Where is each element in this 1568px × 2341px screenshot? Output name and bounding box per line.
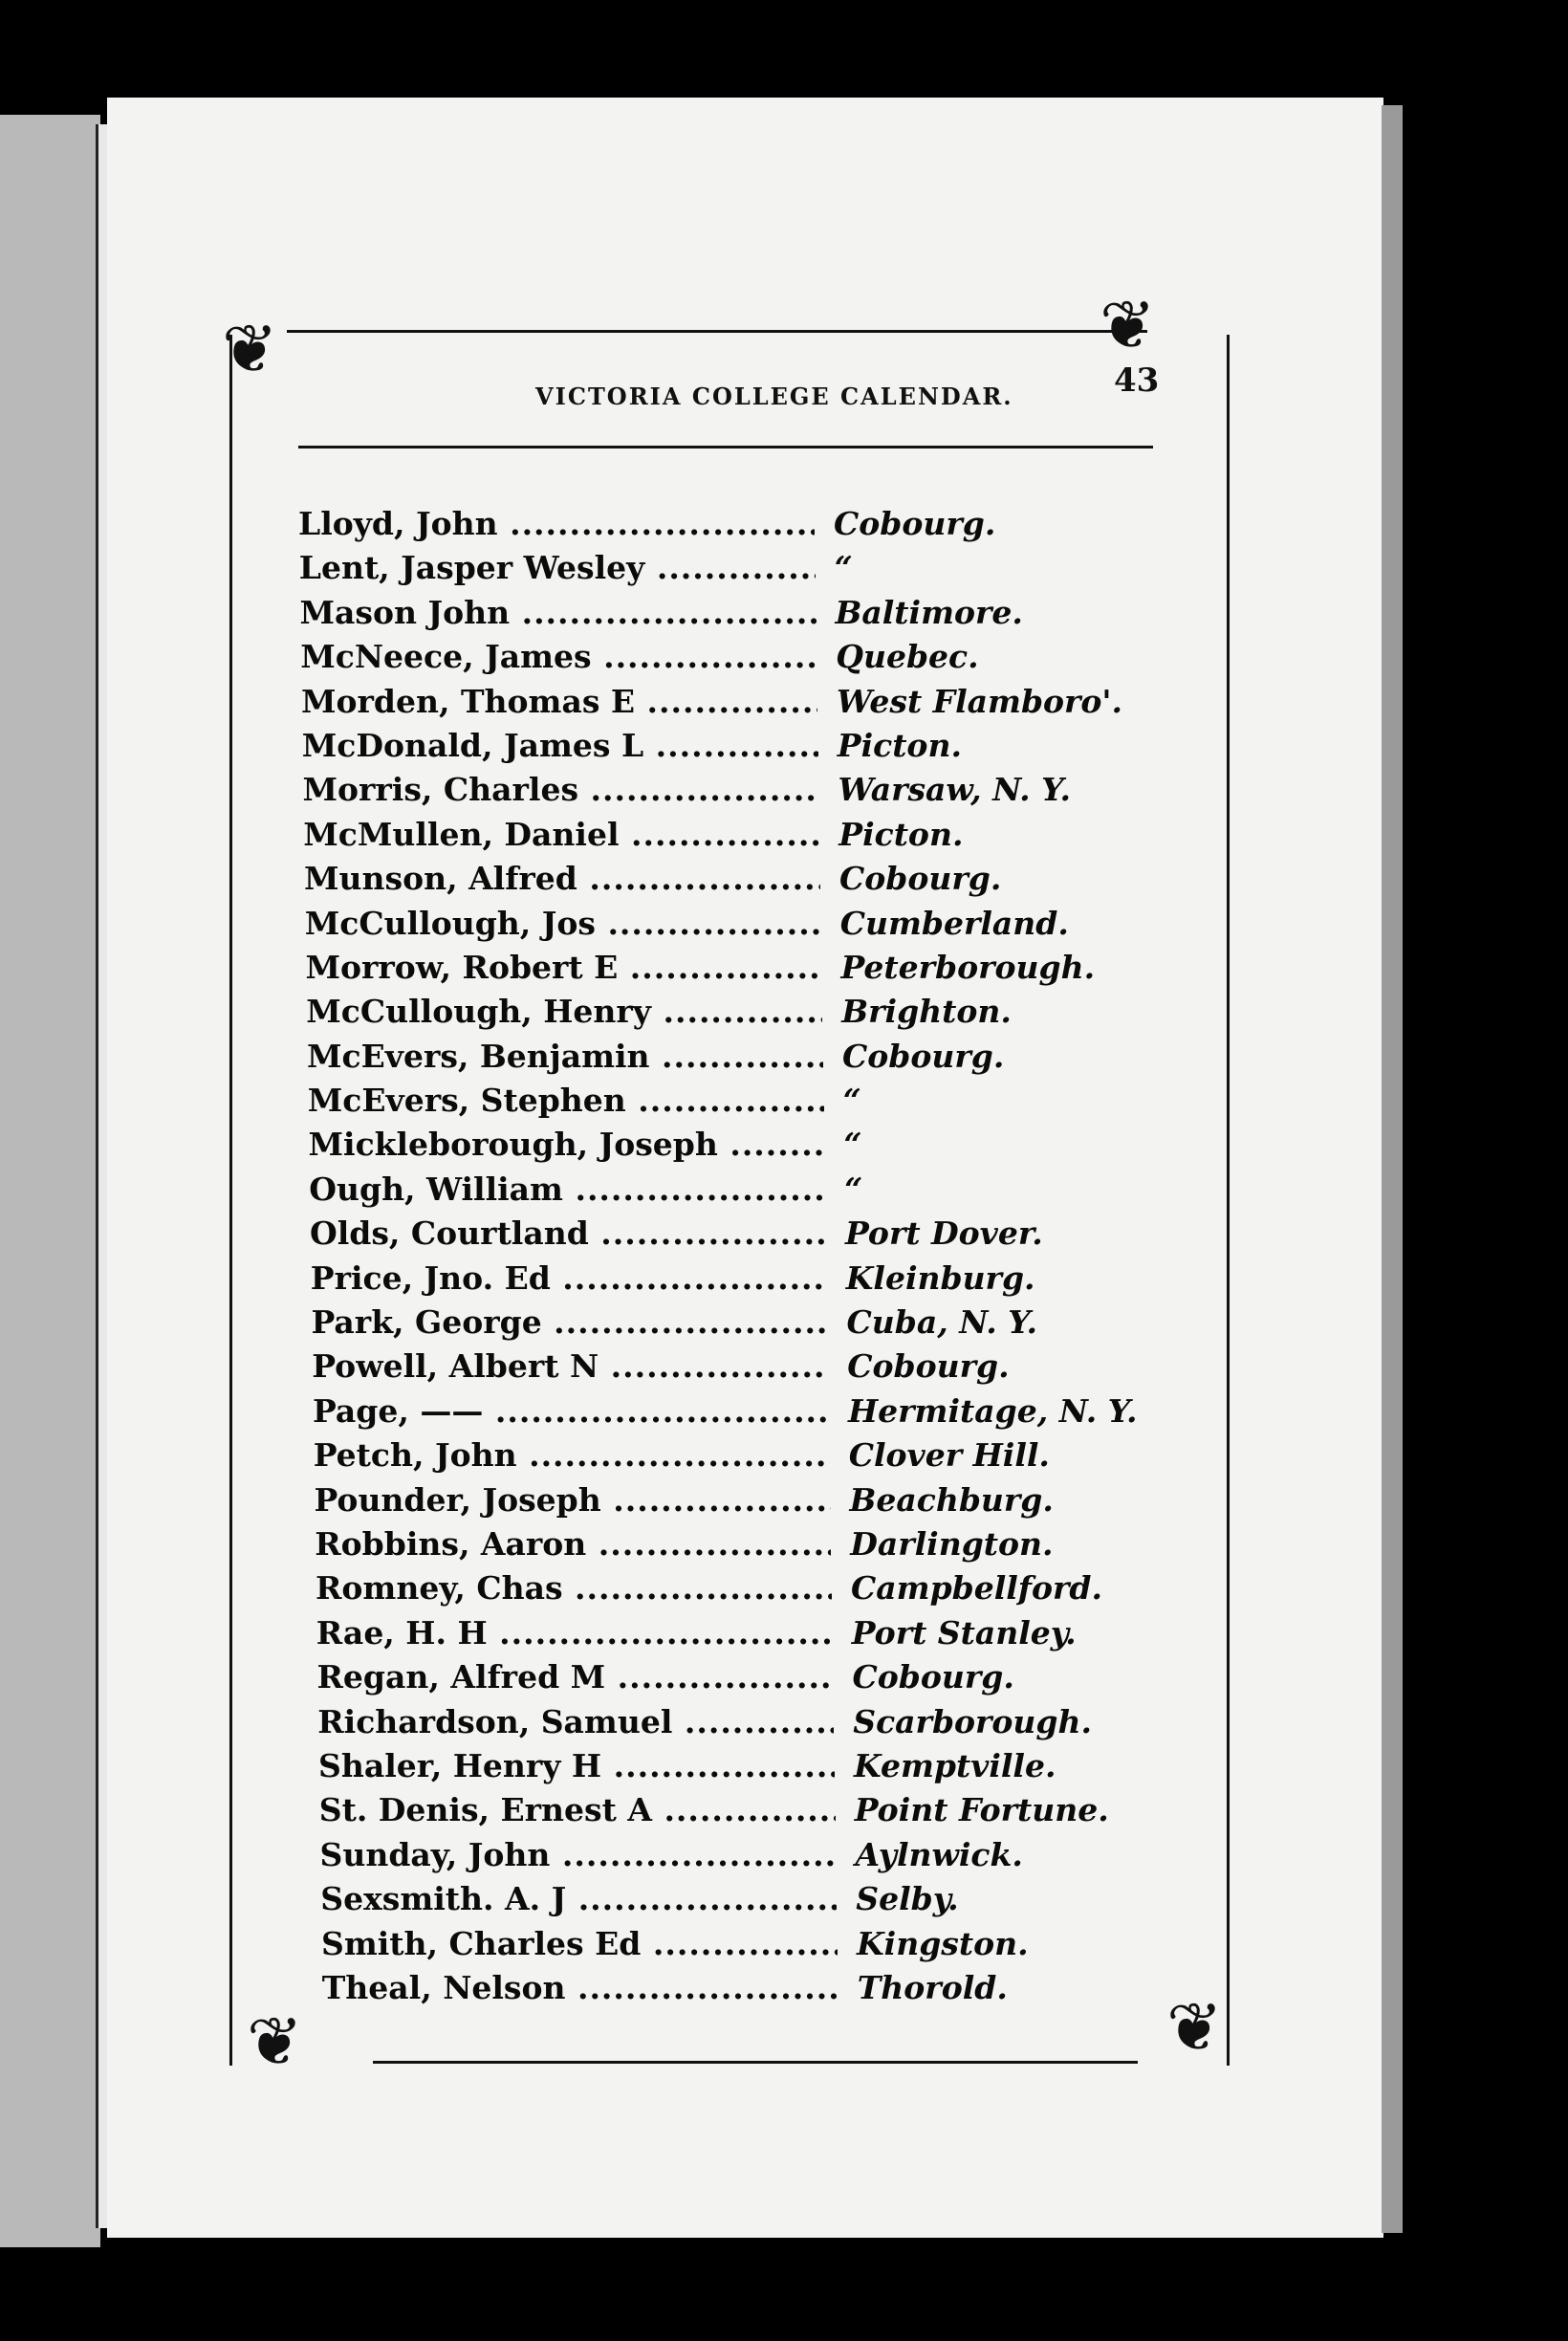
student-name: Morrow, Robert E ..... bbox=[306, 949, 822, 986]
list-item bbox=[311, 1259, 1171, 1303]
list-item bbox=[316, 1569, 1176, 1613]
student-name: Shaler, Henry H ..... bbox=[318, 1747, 835, 1784]
list-item bbox=[315, 1525, 1175, 1569]
student-residence: Darlington. bbox=[850, 1524, 1054, 1563]
student-residence: “ bbox=[834, 549, 853, 587]
list-item bbox=[299, 549, 1160, 593]
list-item bbox=[317, 1658, 1178, 1702]
list-item bbox=[303, 816, 1164, 860]
bottom-left-ornament-icon: ❦ bbox=[247, 2002, 303, 2081]
student-residence: Port Dover. bbox=[845, 1214, 1043, 1253]
student-name: McMullen, Daniel ..... bbox=[303, 816, 819, 853]
student-residence: Picton. bbox=[838, 815, 964, 853]
student-name: Ough, William ..... bbox=[309, 1170, 825, 1208]
student-residence: Brighton. bbox=[841, 993, 1012, 1031]
list-item bbox=[319, 1791, 1180, 1835]
student-name: McCullough, Jos ..... bbox=[305, 905, 821, 942]
student-name: Mickleborough, Joseph ..... bbox=[309, 1126, 825, 1163]
list-item bbox=[303, 771, 1164, 815]
student-name: Munson, Alfred ..... bbox=[304, 860, 820, 897]
student-residence: Cobourg. bbox=[834, 505, 996, 542]
list-item bbox=[309, 1126, 1169, 1170]
list-item bbox=[306, 949, 1166, 993]
student-residence: Kingston. bbox=[857, 1924, 1029, 1962]
student-name: Sunday, John ..... bbox=[320, 1836, 837, 1873]
list-item bbox=[320, 1880, 1181, 1924]
list-item bbox=[305, 905, 1165, 949]
student-name: Smith, Charles Ed ..... bbox=[321, 1925, 838, 1962]
student-residence: “ bbox=[844, 1170, 863, 1208]
student-residence: “ bbox=[843, 1126, 862, 1164]
student-name: McNeece, James ..... bbox=[300, 638, 817, 675]
student-residence: Picton. bbox=[837, 726, 962, 764]
list-item bbox=[309, 1170, 1169, 1214]
bottom-right-ornament-icon: ❦ bbox=[1166, 1988, 1223, 2067]
list-item bbox=[316, 1614, 1177, 1658]
list-item bbox=[313, 1392, 1173, 1436]
student-residence: Quebec. bbox=[836, 638, 979, 676]
student-name: Morris, Charles ..... bbox=[303, 771, 819, 808]
student-name: McEvers, Benjamin ..... bbox=[307, 1038, 823, 1075]
student-residence: Cobourg. bbox=[852, 1658, 1014, 1696]
student-residence: Kemptville. bbox=[854, 1746, 1056, 1784]
list-item bbox=[314, 1436, 1174, 1480]
list-item bbox=[315, 1481, 1175, 1525]
page-edge bbox=[1382, 105, 1403, 2233]
student-name: Pounder, Joseph ..... bbox=[315, 1481, 831, 1519]
student-residence: Point Fortune. bbox=[854, 1791, 1109, 1829]
student-name: Park, George ..... bbox=[312, 1303, 828, 1341]
list-item bbox=[306, 993, 1166, 1037]
list-item bbox=[304, 860, 1165, 904]
student-name: McDonald, James L ..... bbox=[302, 727, 818, 764]
list-item bbox=[321, 1925, 1182, 1969]
student-residence: Campbellford. bbox=[851, 1569, 1102, 1608]
frame-top-rule bbox=[287, 330, 1147, 333]
list-item bbox=[298, 505, 1159, 549]
student-name: Mason John ..... bbox=[300, 594, 817, 631]
student-name: Romney, Chas ..... bbox=[316, 1569, 832, 1607]
header-rule bbox=[298, 446, 1153, 449]
student-residence: Cobourg. bbox=[839, 860, 1002, 898]
list-item bbox=[310, 1214, 1170, 1258]
list-item bbox=[317, 1703, 1178, 1747]
student-name: Morden, Thomas E ..... bbox=[301, 683, 817, 720]
top-left-ornament-icon: ❦ bbox=[222, 310, 278, 388]
list-item bbox=[301, 683, 1162, 727]
student-name: Page, —— ..... bbox=[313, 1392, 829, 1430]
student-residence: Baltimore. bbox=[835, 593, 1023, 631]
student-residence: Cuba, N. Y. bbox=[846, 1303, 1038, 1342]
list-item bbox=[320, 1836, 1181, 1880]
student-residence: Warsaw, N. Y. bbox=[838, 771, 1071, 809]
student-name: Rae, H. H ..... bbox=[316, 1614, 833, 1652]
student-residence: Aylnwick. bbox=[855, 1835, 1023, 1873]
student-name: Regan, Alfred M ..... bbox=[317, 1658, 834, 1696]
student-residence: “ bbox=[842, 1082, 861, 1120]
student-residence: Cumberland. bbox=[839, 904, 1069, 942]
list-item bbox=[300, 594, 1161, 638]
student-name: St. Denis, Ernest A ..... bbox=[319, 1791, 836, 1828]
student-residence: Peterborough. bbox=[840, 948, 1096, 986]
list-item bbox=[300, 638, 1161, 682]
list-item bbox=[318, 1747, 1179, 1791]
student-name: Olds, Courtland ..... bbox=[310, 1214, 826, 1252]
facing-page bbox=[0, 115, 100, 2247]
student-residence: Hermitage, N. Y. bbox=[848, 1391, 1138, 1430]
student-residence: Scarborough. bbox=[853, 1702, 1092, 1740]
student-name: Petch, John ..... bbox=[314, 1436, 830, 1474]
student-name: Theal, Nelson ..... bbox=[322, 1969, 838, 2006]
student-residence: Kleinburg. bbox=[845, 1258, 1035, 1297]
student-residence: Beachburg. bbox=[849, 1480, 1054, 1519]
student-name: McEvers, Stephen ..... bbox=[308, 1082, 824, 1119]
page-number: 43 bbox=[1114, 361, 1160, 400]
student-name: Lent, Jasper Wesley ..... bbox=[299, 549, 816, 586]
student-list bbox=[298, 505, 1159, 2013]
student-residence: West Flamboro'. bbox=[837, 682, 1123, 720]
student-residence: Selby. bbox=[856, 1880, 959, 1918]
list-item bbox=[322, 1969, 1183, 2013]
student-residence: Clover Hill. bbox=[848, 1436, 1050, 1475]
student-name: Powell, Albert N ..... bbox=[312, 1347, 828, 1385]
student-residence: Thorold. bbox=[857, 1968, 1008, 2006]
top-right-ornament-icon: ❦ bbox=[1100, 286, 1156, 364]
list-item bbox=[307, 1038, 1167, 1082]
student-name: McCullough, Henry ..... bbox=[306, 993, 822, 1030]
student-residence: Cobourg. bbox=[847, 1347, 1010, 1386]
list-item bbox=[312, 1303, 1172, 1347]
frame-bottom-rule bbox=[373, 2061, 1138, 2064]
list-item bbox=[308, 1082, 1168, 1126]
student-residence: Port Stanley. bbox=[851, 1613, 1077, 1652]
student-residence: Cobourg. bbox=[842, 1037, 1005, 1075]
running-header: VICTORIA COLLEGE CALENDAR. bbox=[535, 383, 1013, 410]
student-name: Richardson, Samuel ..... bbox=[317, 1703, 834, 1740]
list-item bbox=[312, 1347, 1172, 1391]
student-name: Price, Jno. Ed ..... bbox=[311, 1259, 827, 1297]
student-name: Sexsmith. A. J ..... bbox=[320, 1880, 837, 1917]
student-name: Lloyd, John ..... bbox=[298, 505, 815, 542]
list-item bbox=[302, 727, 1163, 771]
student-name: Robbins, Aaron ..... bbox=[315, 1525, 831, 1563]
